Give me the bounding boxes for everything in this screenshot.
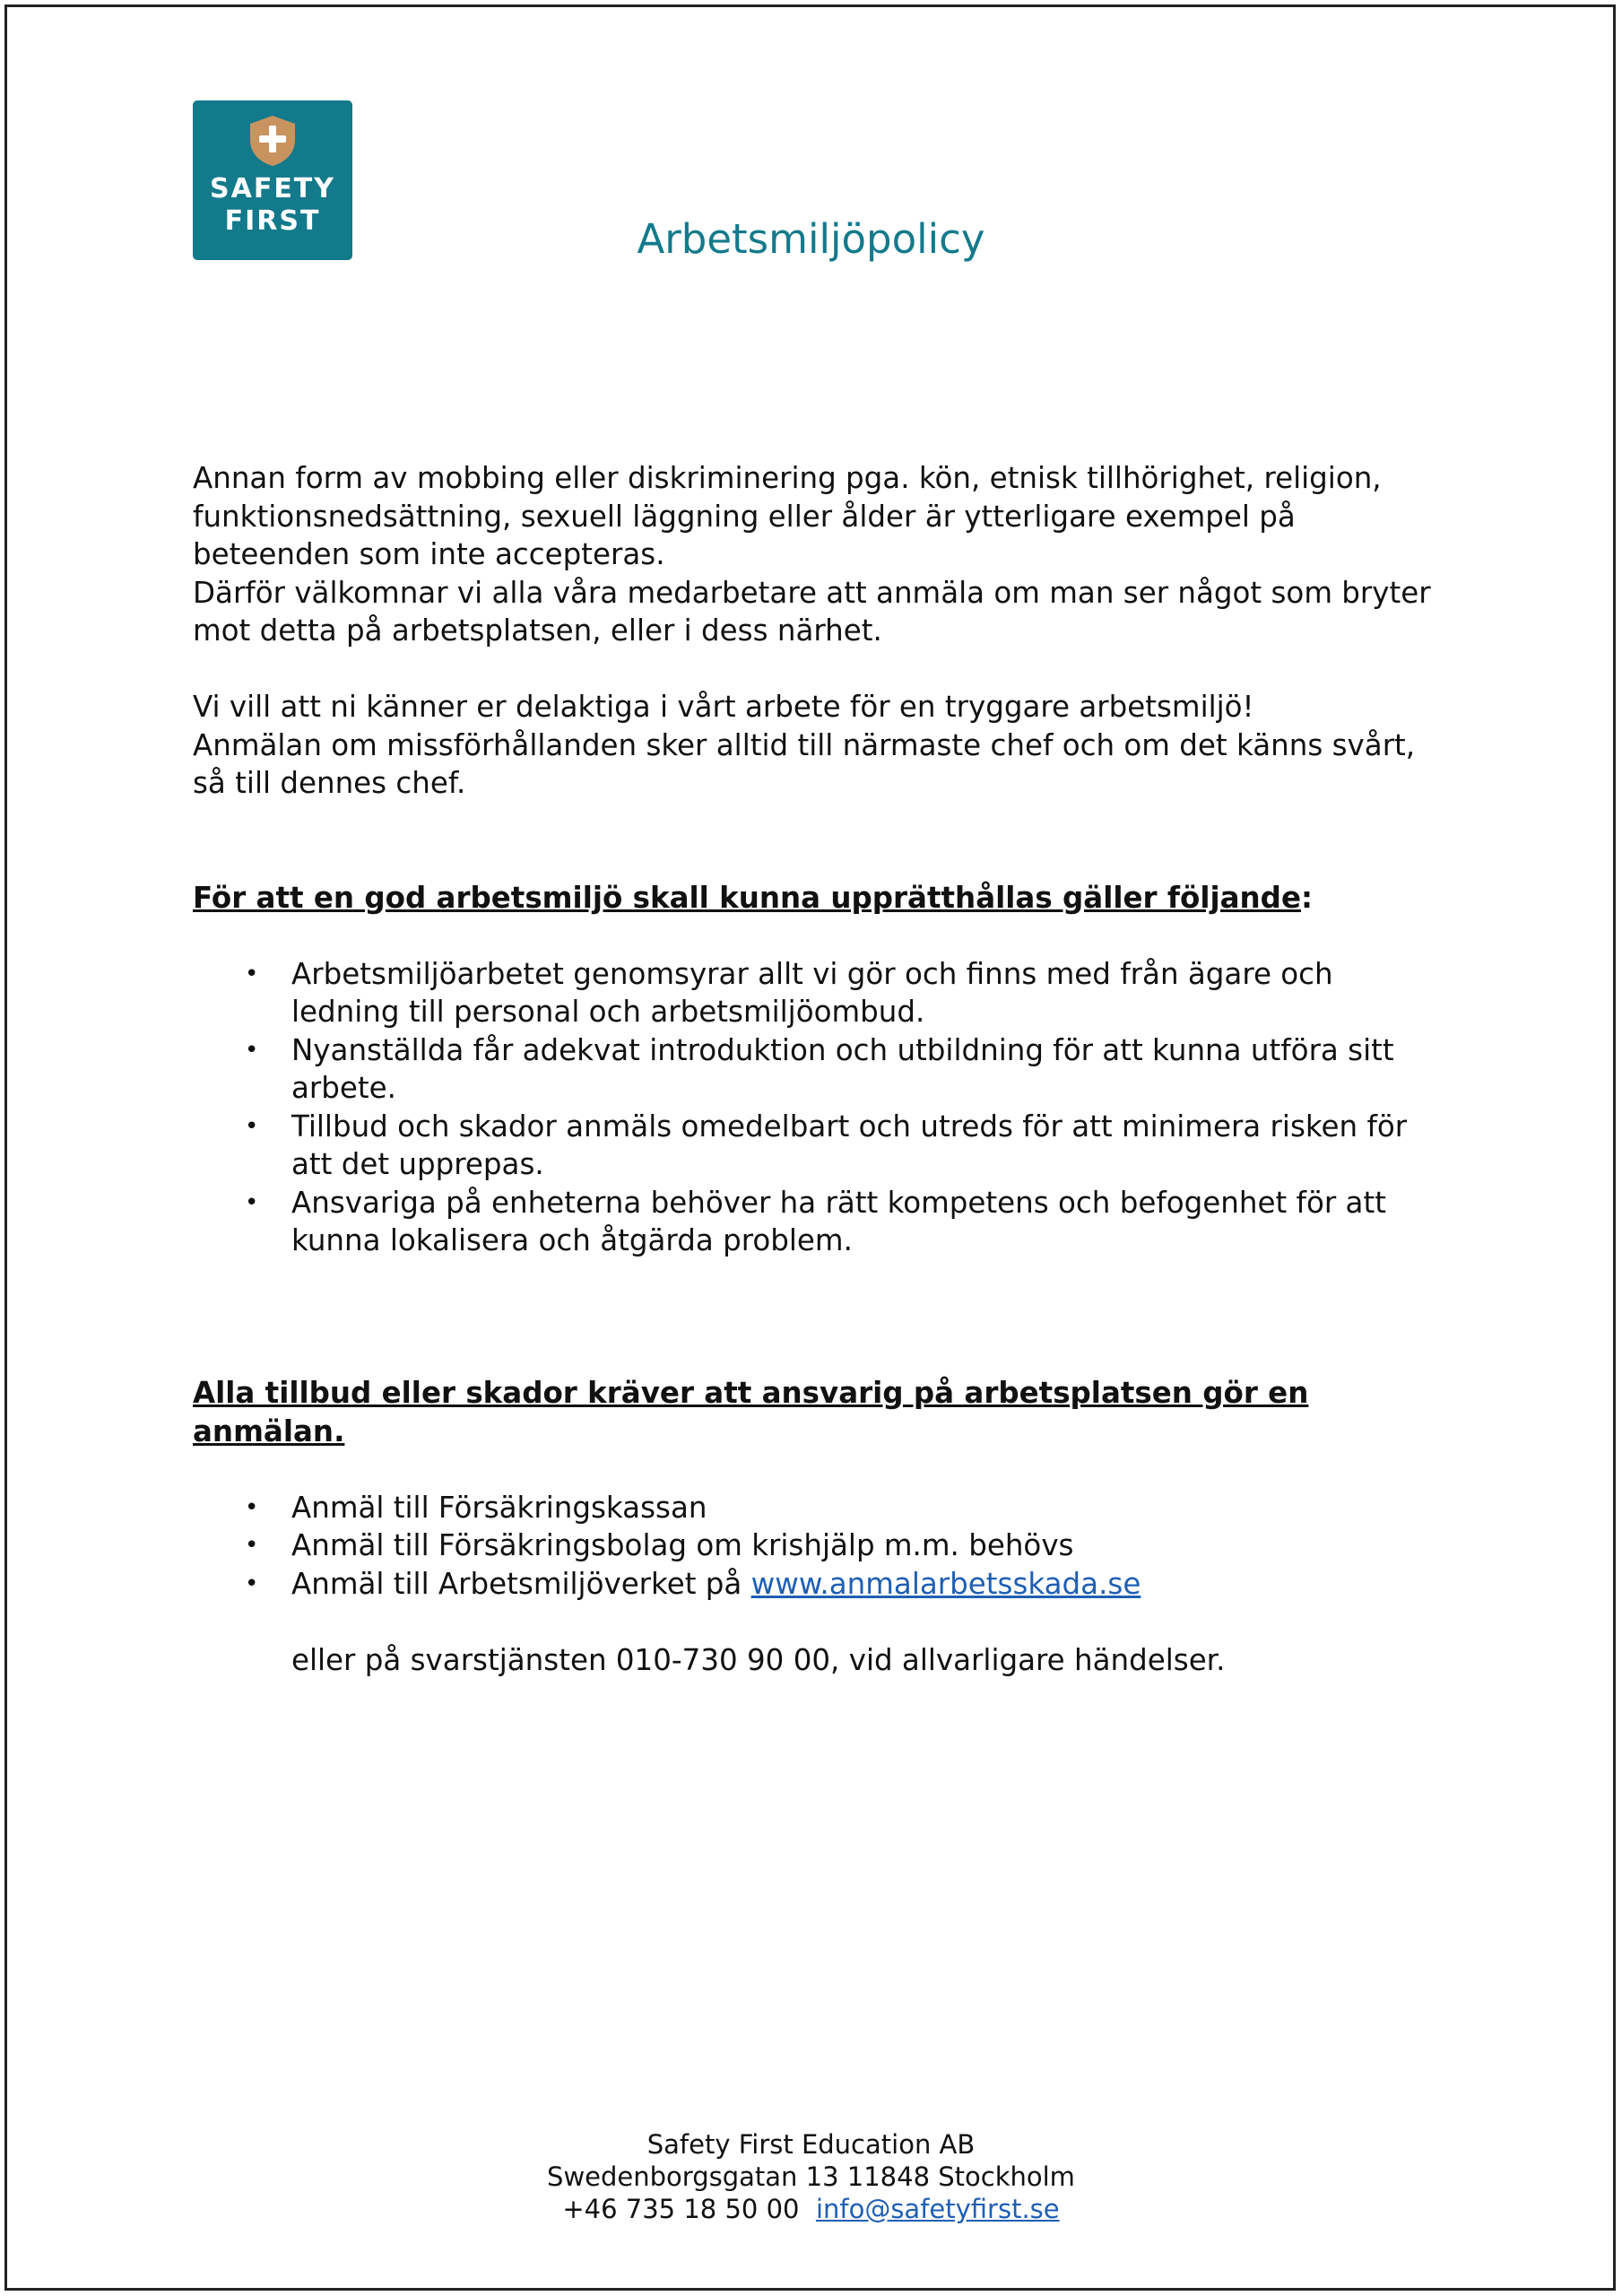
hotline-note: eller på svarstjänsten 010-730 90 00, vid allvarligare händelser.: [291, 1642, 1226, 1677]
requirements-list: [193, 955, 1448, 1260]
list-item: [193, 955, 1448, 1031]
list-item-prefix: Anmäl till Arbetsmiljöverket på: [291, 1566, 751, 1601]
footer-address: Swedenborgsgatan 13 11848 Stockholm: [547, 2161, 1075, 2192]
section-heading-text: För att en god arbetsmiljö skall kunna upprätthållas gäller följande: [193, 880, 1301, 915]
heading-colon: :: [1300, 880, 1313, 915]
intro-paragraph: [193, 459, 1448, 650]
intro-line: mot detta på arbetsplatsen, eller i dess närhet.: [193, 613, 882, 648]
list-item-line: Tillbud och skador anmäls omedelbart och utreds för att minimera risken för: [291, 1109, 1408, 1144]
footer-email-link[interactable]: info@safetyfirst.se: [815, 2194, 1060, 2224]
intro-line: funktionsnedsättning, sexuell läggning eller ålder är ytterligare exempel på: [193, 499, 1296, 534]
intro-line: Därför välkomnar vi alla våra medarbetare att anmäla om man ser något som bryter: [193, 575, 1431, 610]
intro-line: beteenden som inte accepteras.: [193, 537, 665, 571]
list-item: [193, 1031, 1448, 1108]
spacer: [193, 650, 1448, 689]
section-heading-requirements: [193, 879, 1448, 918]
list-item-line: [291, 1565, 1448, 1604]
list-item-line: Nyanställda får adekvat introduktion och utbildning för att kunna utföra sitt: [291, 1032, 1394, 1067]
list-item-line: Arbetsmiljöarbetet genomsyrar allt vi gör och finns med från ägare och: [291, 956, 1333, 991]
bullet: •: [245, 1036, 259, 1064]
spacer: [193, 1450, 1448, 1489]
footer-contact: [0, 2193, 1622, 2225]
list-item-line: Ansvariga på enheterna behöver ha rätt kompetens och befogenhet för att: [291, 1185, 1386, 1220]
footer-company: Safety First Education AB: [646, 2129, 976, 2160]
bullet: •: [245, 1493, 259, 1521]
reporting-list: [193, 1489, 1448, 1604]
list-item: [193, 1108, 1448, 1184]
section-heading-reporting: Alla tillbud eller skador kräver att ansvarig på arbetsplatsen gör en anmälan.: [193, 1376, 1309, 1448]
list-item-line: Anmäl till Försäkringsbolag om krishjälp m.m. behövs: [291, 1528, 1074, 1562]
logo-text-line1: SAFETY: [210, 173, 335, 204]
list-item-line: kunna lokalisera och åtgärda problem.: [291, 1223, 853, 1257]
logo-text-line2: FIRST: [224, 205, 321, 237]
list-item: [193, 1526, 1448, 1565]
list-item-line: Anmäl till Försäkringskassan: [291, 1490, 707, 1525]
spacer: [193, 1603, 1448, 1641]
bullet: •: [245, 960, 259, 987]
page-title: [0, 215, 1622, 263]
list-item: [193, 1184, 1448, 1260]
page-title-text: Arbetsmiljöpolicy: [637, 215, 985, 263]
bullet: •: [245, 1570, 259, 1597]
intro-line: Annan form av mobbing eller diskriminering pga. kön, etnisk tillhörighet, religion,: [193, 461, 1382, 495]
list-item: [193, 1489, 1448, 1527]
spacer: [193, 917, 1448, 955]
list-item-line: att det upprepas.: [291, 1147, 544, 1181]
document-body: [193, 459, 1448, 1679]
bullet: •: [245, 1112, 259, 1140]
engagement-paragraph: [193, 688, 1448, 803]
spacer: [193, 1260, 1448, 1336]
bullet: •: [245, 1188, 259, 1216]
list-item: [193, 1565, 1448, 1604]
paragraph-line: Vi vill att ni känner er delaktiga i vårt arbete för en tryggare arbetsmiljö!: [193, 690, 1254, 724]
work-injury-link[interactable]: www.anmalarbetsskada.se: [750, 1566, 1141, 1601]
paragraph-line: så till dennes chef.: [193, 766, 466, 800]
footer-phone: +46 735 18 50 00: [562, 2194, 800, 2224]
page-footer: [0, 2128, 1622, 2225]
shield-cross-icon: [245, 113, 300, 169]
spacer: [193, 1336, 1448, 1375]
bullet: •: [245, 1532, 259, 1559]
paragraph-line: Anmälan om missförhållanden sker alltid till närmaste chef och om det känns svårt,: [193, 727, 1416, 762]
list-item-line: arbete.: [291, 1071, 396, 1105]
list-item-line: ledning till personal och arbetsmiljöombud.: [291, 995, 925, 1029]
spacer: [193, 803, 1448, 879]
